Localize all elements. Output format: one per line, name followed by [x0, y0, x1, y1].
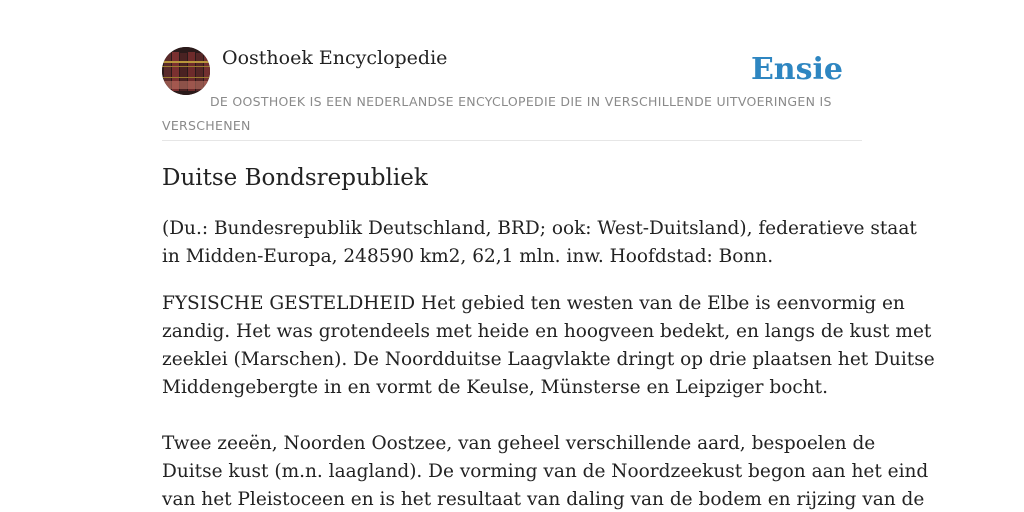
intro-paragraph: [162, 215, 917, 271]
article-title: Duitse Bondsrepubliek: [162, 165, 428, 191]
encyclopedia-books-icon: [162, 47, 210, 95]
brand-logo[interactable]: Ensie: [750, 52, 843, 87]
section-paragraph: [162, 290, 935, 402]
article: [162, 158, 935, 512]
section-line: Duitse kust (m.n. laagland). De vorming van de Noordzeekust begon aan het eind: [162, 461, 929, 482]
section-line: Middengebergte in en vormt de Keulse, Münsterse en Leipziger bocht.: [162, 377, 828, 398]
section-line: FYSISCHE GESTELDHEID Het gebied ten westen van de Elbe is eenvormig en: [162, 293, 905, 314]
site-header: [162, 46, 862, 141]
section-line: van het Pleistoceen en is het resultaat van daling van de bodem en rijzing van de: [162, 489, 925, 510]
avatar[interactable]: [162, 47, 210, 95]
section-line: zeeklei (Marschen). De Noordduitse Laagvlakte dringt op drie plaatsen het Duitse: [162, 349, 935, 370]
site-tagline: DE OOSTHOEK IS EEN NEDERLANDSE ENCYCLOPEDIE DIE IN VERSCHILLENDE UITVOERINGEN IS VERSCHENEN: [162, 94, 832, 133]
section-paragraph: [162, 430, 929, 512]
intro-line: in Midden-Europa, 248590 km2, 62,1 mln. inw. Hoofdstad: Bonn.: [162, 246, 774, 267]
site-title[interactable]: Oosthoek Encyclopedie: [222, 47, 448, 69]
section-line: Twee zeeën, Noorden Oostzee, van geheel verschillende aard, bespoelen de: [162, 433, 876, 454]
section-line: zandig. Het was grotendeels met heide en hoogveen bedekt, en langs de kust met: [162, 321, 932, 342]
intro-line: (Du.: Bundesrepublik Deutschland, BRD; ook: West-Duitsland), federatieve staat: [162, 218, 917, 239]
